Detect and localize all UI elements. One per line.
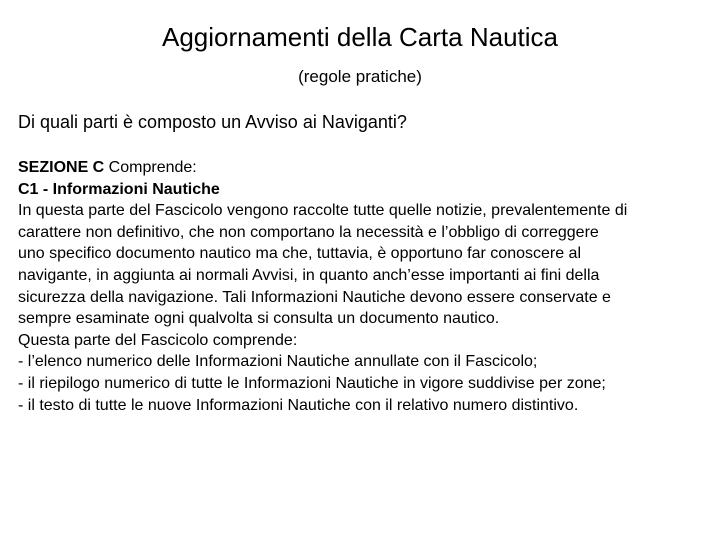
body-line: navigante, in aggiunta ai normali Avvisi, in quanto anch’esse importanti ai fini della <box>18 266 600 284</box>
list-item: - il riepilogo numerico di tutte le Informazioni Nautiche in vigore suddivise per zone; <box>18 374 606 392</box>
section-rest: Comprende: <box>104 159 197 176</box>
body-line: sempre esaminate ogni qualvolta si consulta un documento nautico. <box>18 310 500 328</box>
slide-title: Aggiornamenti della Carta Nautica <box>162 22 558 52</box>
question-text: Di quali parti è composto un Avviso ai Naviganti? <box>18 112 407 132</box>
list-item: - l’elenco numerico delle Informazioni Nautiche annullate con il Fascicolo; <box>18 353 538 371</box>
body-line: In questa parte del Fascicolo vengono raccolte tutte quelle notizie, prevalentemente di <box>18 202 628 220</box>
body-text <box>18 157 708 416</box>
list-item: - il testo di tutte le nuove Informazioni Nautiche con il relativo numero distintivo. <box>18 396 579 414</box>
body-line: carattere non definitivo, che non comportano la necessità e l’obbligo di correggere <box>18 223 599 241</box>
body-line: uno specifico documento nautico ma che, tuttavia, è opportuno far conoscere al <box>18 245 582 263</box>
slide-subtitle: (regole pratiche) <box>298 67 422 86</box>
body-line: sicurezza della navigazione. Tali Informazioni Nautiche devono essere conservate e <box>18 288 611 306</box>
section-label: SEZIONE C <box>18 159 105 176</box>
section-line <box>18 157 708 179</box>
body-line: Questa parte del Fascicolo comprende: <box>18 331 298 349</box>
section-heading: C1 - Informazioni Nautiche <box>18 180 220 198</box>
